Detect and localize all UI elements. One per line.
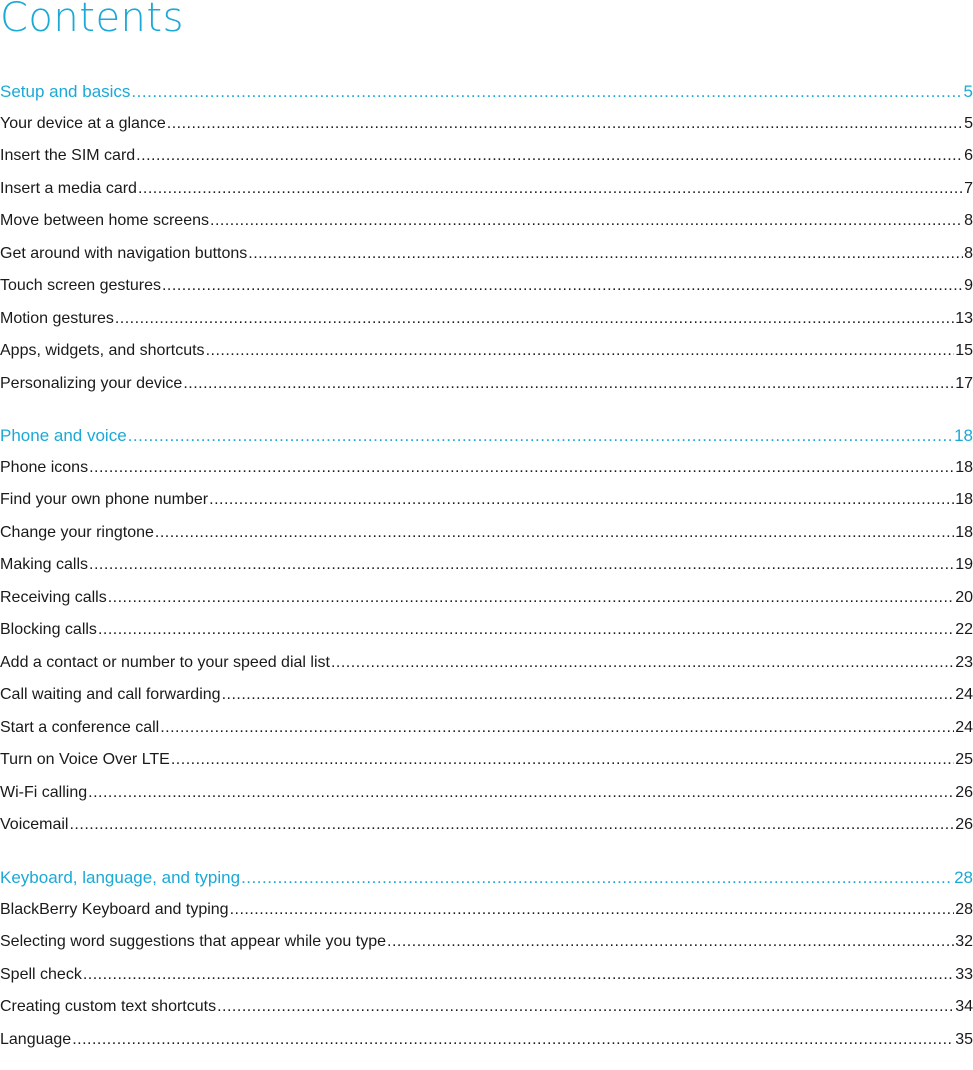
dot-leader — [138, 180, 963, 198]
toc-section — [0, 426, 973, 849]
dot-leader — [241, 868, 953, 888]
dot-leader — [115, 310, 954, 328]
toc-entry-link[interactable] — [0, 147, 973, 180]
toc-entry-link[interactable] — [0, 310, 973, 343]
toc-entry-link[interactable] — [0, 1031, 973, 1064]
toc-entry-label: Change your ringtone — [0, 523, 154, 541]
toc-entry-page-number: 5 — [964, 114, 973, 132]
section-heading-label: Phone and voice — [0, 426, 127, 445]
toc-entry-page-number: 8 — [964, 212, 973, 229]
toc-entry-link[interactable] — [0, 686, 973, 719]
section-heading-label: Keyboard, language, and typing — [0, 868, 241, 887]
toc-entry-label: Insert a media card — [0, 179, 137, 197]
dot-leader — [171, 751, 954, 769]
dot-leader — [230, 901, 955, 919]
toc-entry-label: Your device at a glance — [0, 114, 166, 132]
toc-entry-page-number: 9 — [964, 277, 973, 294]
toc-entry-label: BlackBerry Keyboard and typing — [0, 900, 229, 918]
toc-entry-page-number: 19 — [955, 556, 973, 573]
toc-entry-page-number: 15 — [955, 342, 973, 359]
dot-leader — [248, 245, 963, 263]
dot-leader — [88, 784, 954, 802]
section-heading-link[interactable] — [0, 426, 973, 459]
dot-leader — [89, 459, 954, 477]
toc-entry-page-number: 20 — [955, 588, 973, 606]
toc-entry-page-number: 32 — [955, 933, 973, 950]
toc-entry-link[interactable] — [0, 933, 973, 966]
toc-entry-label: Spell check — [0, 965, 82, 983]
dot-leader — [209, 491, 954, 509]
toc-entry-link[interactable] — [0, 459, 973, 492]
toc-entry-page-number: 18 — [955, 491, 973, 508]
toc-entry-page-number: 13 — [955, 309, 973, 327]
toc-entry-page-number: 23 — [955, 653, 973, 671]
dot-leader — [108, 589, 954, 607]
dot-leader — [183, 375, 954, 393]
section-heading-label: Setup and basics — [0, 82, 131, 101]
page-title: Contents — [0, 0, 184, 41]
toc-entry-link[interactable] — [0, 115, 973, 148]
toc-entry-page-number: 17 — [955, 374, 973, 392]
dot-leader — [387, 933, 954, 951]
toc-entry-link[interactable] — [0, 491, 973, 524]
toc-entry-label: Move between home screens — [0, 212, 209, 229]
toc-entry-page-number: 6 — [964, 147, 973, 164]
toc-section — [0, 868, 973, 1063]
toc-entry-link[interactable] — [0, 342, 973, 375]
dot-leader — [89, 556, 954, 574]
dot-leader — [331, 654, 954, 672]
toc-entry-label: Selecting word suggestions that appear while you type — [0, 933, 387, 950]
toc-entry-link[interactable] — [0, 654, 973, 687]
toc-entry-label: Call waiting and call forwarding — [0, 686, 221, 703]
toc-entry-label: Creating custom text shortcuts — [0, 998, 217, 1015]
toc-entry-page-number: 28 — [955, 900, 973, 918]
dot-leader — [136, 147, 963, 165]
dot-leader — [69, 816, 954, 834]
dot-leader — [128, 426, 953, 446]
section-page-number: 28 — [954, 868, 973, 887]
dot-leader — [217, 998, 954, 1016]
toc-entry-page-number: 7 — [964, 179, 973, 197]
toc-section — [0, 82, 973, 407]
toc-entry-label: Insert the SIM card — [0, 147, 136, 164]
toc-entry-page-number: 26 — [955, 816, 973, 833]
toc-entry-page-number: 22 — [955, 621, 973, 638]
toc-entry-link[interactable] — [0, 375, 973, 408]
dot-leader — [222, 686, 955, 704]
toc-entry-page-number: 35 — [955, 1030, 973, 1048]
toc-entry-link[interactable] — [0, 719, 973, 752]
toc-entry-label: Find your own phone number — [0, 491, 209, 508]
toc-entry-label: Wi-Fi calling — [0, 783, 88, 801]
toc-entry-label: Personalizing your device — [0, 374, 183, 392]
toc-entry-link[interactable] — [0, 751, 973, 784]
toc-entry-label: Motion gestures — [0, 309, 114, 327]
dot-leader — [131, 82, 962, 102]
toc-entry-page-number: 33 — [955, 965, 973, 983]
dot-leader — [167, 115, 963, 133]
toc-entry-page-number: 18 — [955, 523, 973, 541]
dot-leader — [162, 277, 963, 295]
toc-entry-link[interactable] — [0, 621, 973, 654]
toc-entry-label: Get around with navigation buttons — [0, 244, 248, 262]
toc-entry-label: Start a conference call — [0, 718, 160, 736]
toc-entry-link[interactable] — [0, 556, 973, 589]
toc-entry-page-number: 24 — [955, 686, 973, 703]
toc-entry-page-number: 8 — [964, 244, 973, 262]
dot-leader — [83, 966, 954, 984]
section-page-number: 18 — [954, 426, 973, 445]
dot-leader — [206, 342, 955, 360]
toc-entry-link[interactable] — [0, 901, 973, 934]
section-page-number: 5 — [963, 82, 973, 101]
toc-entry-label: Blocking calls — [0, 621, 97, 638]
dot-leader — [155, 524, 954, 542]
toc-entry-link[interactable] — [0, 589, 973, 622]
section-heading-link[interactable] — [0, 82, 973, 115]
toc-entry-link[interactable] — [0, 816, 973, 849]
toc-entry-label: Receiving calls — [0, 588, 107, 606]
toc-entry-link[interactable] — [0, 524, 973, 557]
toc-entry-label: Language — [0, 1030, 72, 1048]
toc-entry-link[interactable] — [0, 966, 973, 999]
dot-leader — [160, 719, 954, 737]
toc-entry-page-number: 18 — [955, 458, 973, 476]
toc-entry-link[interactable] — [0, 277, 973, 310]
toc-entry-link[interactable] — [0, 245, 973, 278]
dot-leader — [210, 212, 963, 230]
toc-entry-label: Turn on Voice Over LTE — [0, 751, 170, 768]
toc-entry-label: Touch screen gestures — [0, 277, 161, 294]
toc-entry-label: Making calls — [0, 556, 89, 573]
toc-entry-label: Voicemail — [0, 816, 69, 833]
toc-entry-link[interactable] — [0, 212, 973, 245]
toc-entry-label: Phone icons — [0, 458, 89, 476]
toc-entry-page-number: 25 — [955, 751, 973, 768]
dot-leader — [98, 621, 954, 639]
toc-entry-page-number: 24 — [955, 718, 973, 736]
toc-entry-page-number: 34 — [955, 998, 973, 1015]
toc-entry-label: Apps, widgets, and shortcuts — [0, 342, 205, 359]
toc-entry-link[interactable] — [0, 784, 973, 817]
dot-leader — [72, 1031, 954, 1049]
section-heading-link[interactable] — [0, 868, 973, 901]
toc-entry-link[interactable] — [0, 180, 973, 213]
toc-entry-page-number: 26 — [955, 783, 973, 801]
toc-entry-link[interactable] — [0, 998, 973, 1031]
toc-entry-label: Add a contact or number to your speed dial list — [0, 653, 330, 671]
